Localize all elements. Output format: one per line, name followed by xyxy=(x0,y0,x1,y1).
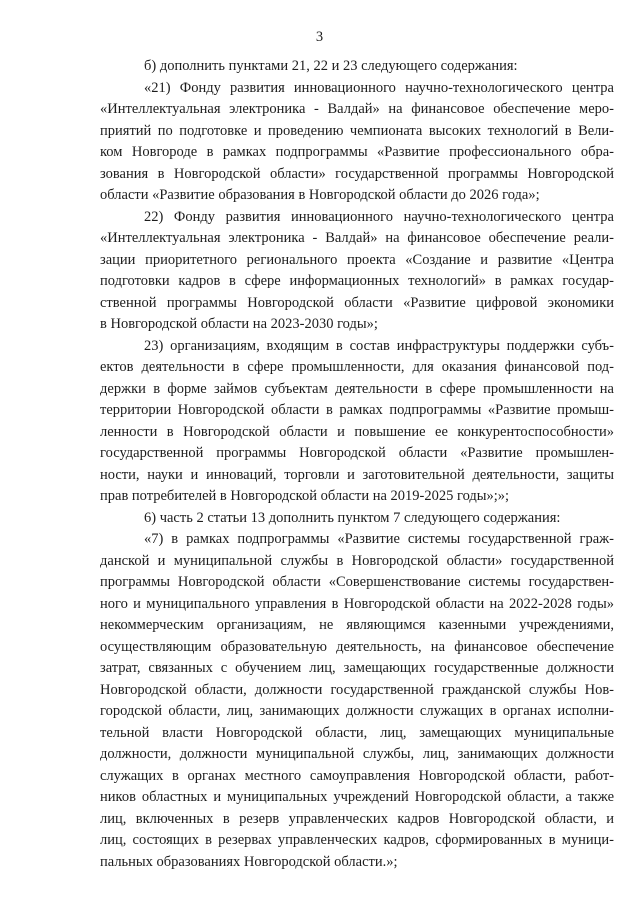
text-line: держки в форме займов субъектам деятельности в сфере промышленности на xyxy=(100,380,614,397)
text-line: государственной программы Новгородской области «Развитие промышлен- xyxy=(100,445,614,461)
text-line: ников областных и муниципальных учреждений Новгородской области, а также xyxy=(100,789,614,805)
text-line: приятий по подготовке и проведению чемпионата высоких технологий в Вели- xyxy=(100,122,614,139)
text-line: служащих в органах местного самоуправления Новгородской области, работ- xyxy=(100,767,614,784)
text-line: должности, должности муниципальной службы, лиц, занимающих должности xyxy=(100,746,614,762)
text-line: прав потребителей в Новгородской области на 2019-2025 годы»;»; xyxy=(100,488,510,504)
text-line: ного и муниципального управления в Новгородской области на 2022-2028 годы» xyxy=(100,595,614,612)
text-line: Новгородской области, должности государственной гражданской службы Нов- xyxy=(100,681,614,698)
text-line: подготовки кадров в сфере информационных технологий» в рамках государ- xyxy=(100,273,614,289)
text-line: области «Развитие образования в Новгородской области до 2026 года»; xyxy=(100,187,540,203)
text-line: «7) в рамках подпрограммы «Развитие системы государственной граж- xyxy=(144,531,614,547)
document-body xyxy=(100,56,614,873)
text-line: данской и муниципальной службы в Новгородской области» государственной xyxy=(100,552,614,569)
text-line: 23) организациям, входящим в состав инфраструктуры поддержки субъ- xyxy=(144,337,614,354)
text-line: городской области, лиц, занимающих должности служащих в органах исполни- xyxy=(100,703,614,719)
text-line: ком Новгороде в рамках подпрограммы «Развитие профессионального обра- xyxy=(100,144,614,160)
text-line: «21) Фонду развития инновационного научно-технологического центра xyxy=(144,79,614,96)
text-line: ектов деятельности в сфере промышленности, для оказания финансовой под- xyxy=(100,359,614,375)
text-line: в Новгородской области на 2023-2030 годы»; xyxy=(100,316,378,332)
text-line: зования в Новгородской области» государственной программы Новгородской xyxy=(100,165,614,182)
text-line: 22) Фонду развития инновационного научно-технологического центра xyxy=(144,208,614,225)
text-line: территории Новгородской области в рамках подпрограммы «Развитие промыш- xyxy=(100,402,614,418)
text-line: «Интеллектуальная электроника - Валдай» на финансовое обеспечение реали- xyxy=(100,230,614,246)
text-line: затрат, связанных с обучением лиц, замещающих государственные должности xyxy=(100,660,614,676)
page-number: 3 xyxy=(315,29,324,45)
text-line: пальных образованиях Новгородской области.»; xyxy=(100,853,398,870)
text-line: ленности в Новгородской области и повышение ее конкурентоспособности» xyxy=(100,423,614,440)
text-line: лиц, включенных в резерв управленческих кадров Новгородской области, и xyxy=(100,810,614,827)
text-line: ности, науки и инноваций, торговли и заготовительной деятельности, защиты xyxy=(100,466,614,483)
text-line: тельной власти Новгородской области, лиц, замещающих муниципальные xyxy=(100,724,614,741)
text-line: осуществляющим образовательную деятельность, на финансовое обеспечение xyxy=(100,638,614,655)
text-line: некоммерческим организациям, не являющимся казенными учреждениями, xyxy=(100,617,614,633)
text-line: зации приоритетного регионального проекта «Создание и развитие «Центра xyxy=(100,251,614,268)
text-line: 6) часть 2 статьи 13 дополнить пунктом 7 следующего содержания: xyxy=(144,509,561,526)
text-line: программы Новгородской области «Совершенствование системы государствен- xyxy=(100,574,614,590)
text-line: лиц, состоящих в резервах управленческих кадров, сформированных в муници- xyxy=(100,832,614,848)
text-line: б) дополнить пунктами 21, 22 и 23 следующего содержания: xyxy=(144,58,518,74)
text-line: «Интеллектуальная электроника - Валдай» на финансовое обеспечение меро- xyxy=(100,101,614,117)
text-line: ственной программы Новгородской области «Развитие цифровой экономики xyxy=(100,294,614,311)
